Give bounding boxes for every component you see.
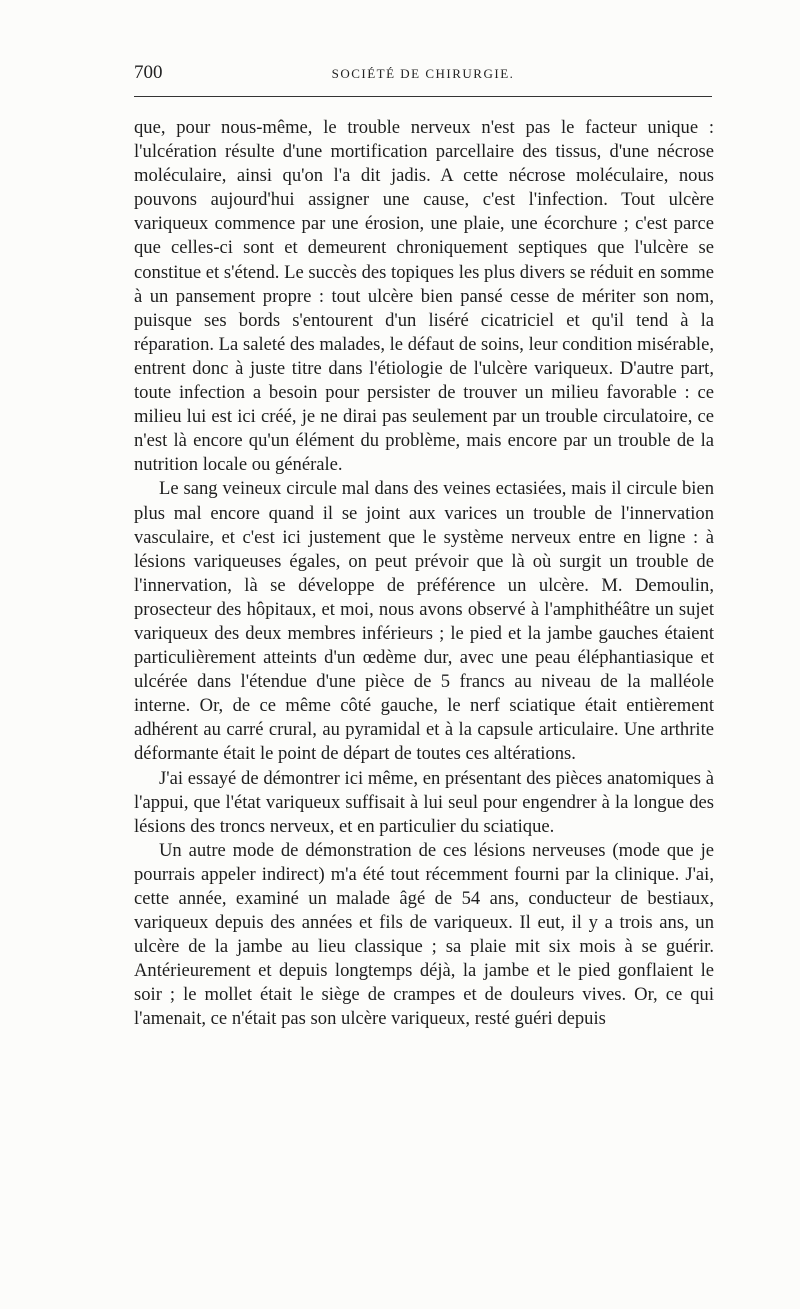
paragraph: Le sang veineux circule mal dans des veines ectasiées, mais il circule bien plus mal encore quand il se joint aux varices un trouble de l'innervation vasculaire, et c'est ici justement que le système nerveux entre en ligne : à lésions variqueuses égales, on peut prévoir que là où surgit un trouble de l'innervation, là se développe de préférence un ulcère. M. Demoulin, prosecteur des hôpitaux, et moi, nous avons observé à l'amphithéâtre un sujet variqueux des deux membres inférieurs ; le pied et la jambe gauches étaient particulièrement atteints d'un œdème dur, avec une peau éléphantiasique et ulcérée dans l'étendue d'une pièce de 5 francs au niveau de la malléole interne. Or, de ce même côté gauche, le nerf sciatique était entièrement adhérent au carré crural, au pyramidal et à la capsule articulaire. Une arthrite déformante était le point de départ de toutes ces altérations.: [134, 478, 714, 765]
paragraph: J'ai essayé de démontrer ici même, en présentant des pièces anatomiques à l'appui, que l'état variqueux suffisait à lui seul pour engendrer à la longue des lésions des troncs nerveux, et en particulier du sciatique.: [134, 767, 714, 837]
paragraph: Un autre mode de démonstration de ces lésions nerveuses (mode que je pourrais appeler indirect) m'a été tout récemment fourni par la clinique. J'ai, cette année, examiné un malade âgé de 54 ans, conducteur de bestiaux, variqueux depuis des années et fils de variqueux. Il eut, il y a trois ans, un ulcère de la jambe au lieu classique ; sa plaie mit six mois à se guérir. Antérieurement et depuis longtemps déjà, la jambe et le pied gonflaient le soir ; le mollet était le siège de crampes et de douleurs vives. Or, ce qui l'amenait, ce n'était pas son ulcère variqueux, resté guéri depuis: [134, 839, 714, 1030]
running-title: SOCIÉTÉ DE CHIRURGIE.: [331, 66, 515, 81]
page-header: [134, 62, 712, 92]
page-number: 700: [134, 62, 163, 83]
paragraph: que, pour nous-même, le trouble nerveux n'est pas le facteur unique : l'ulcération résulte d'une mortification parcellaire des tissus, d'une nécrose moléculaire, ainsi qu'on l'a dit jadis. A cette nécrose moléculaire, nous pouvons aujourd'hui assigner une cause, c'est l'infection. Tout ulcère variqueux commence par une érosion, une plaie, une écorchure ; c'est parce que celles-ci sont et demeurent chroniquement septiques que l'ulcère se constitue et s'étend. Le succès des topiques les plus divers se réduit en somme à un pansement propre : tout ulcère bien pansé cesse de mériter son nom, puisque ses bords s'entourent d'un liséré cicatriciel et qu'il tend à la réparation. La saleté des malades, le défaut de soins, leur condition misérable, entrent donc à juste titre dans l'étiologie de l'ulcère variqueux. D'autre part, toute infection a besoin pour persister de trouver un milieu favorable : ce milieu lui est ici créé, je ne dirai pas seulement par un trouble circulatoire, ce n'est là encore qu'un élément du problème, mais encore par un trouble de la nutrition locale ou générale.: [134, 117, 714, 476]
header-rule: [134, 96, 712, 97]
body-text: [134, 116, 714, 1032]
